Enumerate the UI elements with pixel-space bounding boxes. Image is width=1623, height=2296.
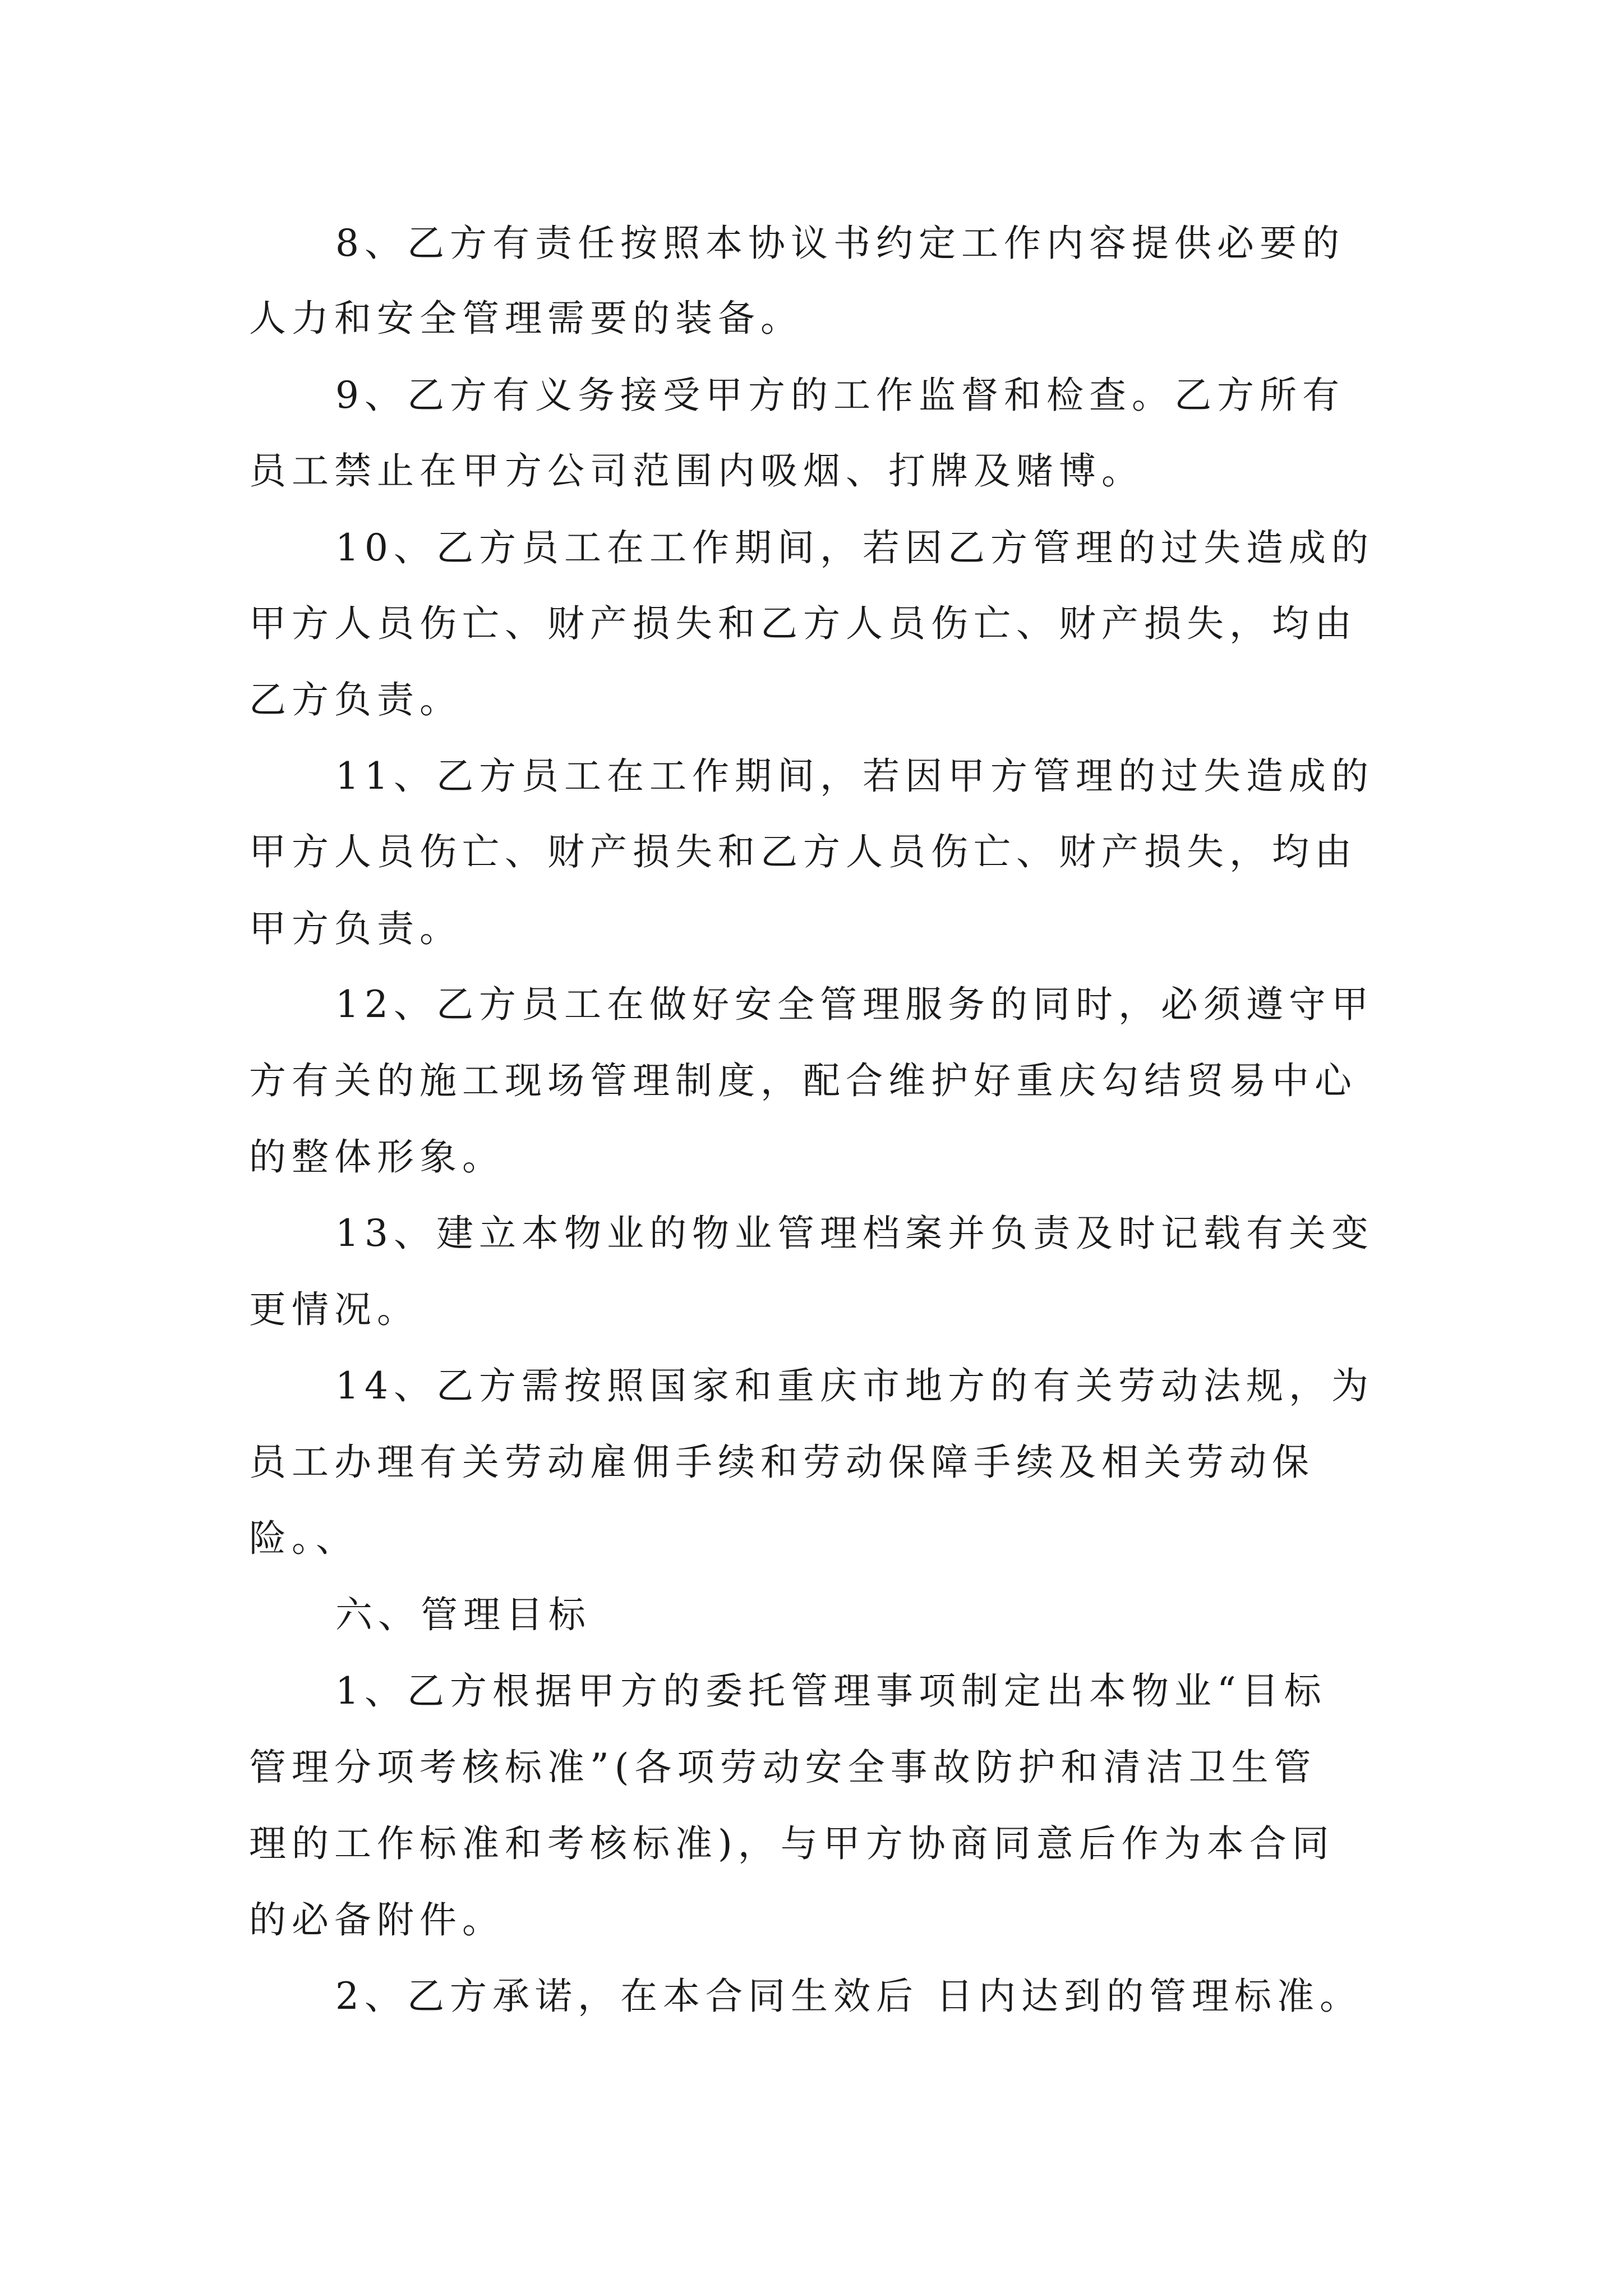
text-line: 甲方人员伤亡、财产损失和乙方人员伤亡、财产损失，均由 xyxy=(249,602,1357,645)
text-line: 理的工作标准和考核标准)，与甲方协商同意后作为本合同 xyxy=(249,1822,1335,1865)
text-line: 14、乙方需按照国家和重庆市地方的有关劳动法规，为 xyxy=(335,1364,1374,1407)
text-line: 11、乙方员工在工作期间，若因甲方管理的过失造成的 xyxy=(335,754,1374,798)
text-line: 方有关的施工现场管理制度，配合维护好重庆勾结贸易中心 xyxy=(249,1059,1357,1102)
text-line: 人力和安全管理需要的装备。 xyxy=(249,297,803,340)
text-line: 管理分项考核标准”(各项劳动安全事故防护和清洁卫生管 xyxy=(249,1746,1317,1789)
text-line: 甲方负责。 xyxy=(249,907,462,950)
text-line: 12、乙方员工在做好安全管理服务的同时，必须遵守甲 xyxy=(335,983,1374,1026)
text-line: 甲方人员伤亡、财产损失和乙方人员伤亡、财产损失，均由 xyxy=(249,830,1357,873)
text-line: 险。、 xyxy=(249,1517,358,1560)
text-line: 更情况。 xyxy=(249,1288,419,1331)
section-heading: 六、管理目标 xyxy=(335,1593,591,1636)
text-line: 乙方负责。 xyxy=(249,678,462,721)
text-line: 10、乙方员工在工作期间，若因乙方管理的过失造成的 xyxy=(335,526,1374,569)
text-line: 的必备附件。 xyxy=(249,1898,505,1941)
text-line: 9、乙方有义务接受甲方的工作监督和检查。乙方所有 xyxy=(335,374,1345,417)
text-line: 13、建立本物业的物业管理档案并负责及时记载有关变 xyxy=(335,1212,1374,1255)
text-line: 员工办理有关劳动雇佣手续和劳动保障手续及相关劳动保 xyxy=(249,1441,1315,1484)
text-line: 1、乙方根据甲方的委托管理事项制定出本物业“目标 xyxy=(335,1669,1327,1713)
text-line: 8、乙方有责任按照本协议书约定工作内容提供必要的 xyxy=(335,222,1345,265)
text-line: 员工禁止在甲方公司范围内吸烟、打牌及赌博。 xyxy=(249,449,1144,493)
text-line: 的整体形象。 xyxy=(249,1135,505,1179)
text-line: 2、乙方承诺，在本合同生效后 日内达到的管理标准。 xyxy=(335,1975,1362,2018)
